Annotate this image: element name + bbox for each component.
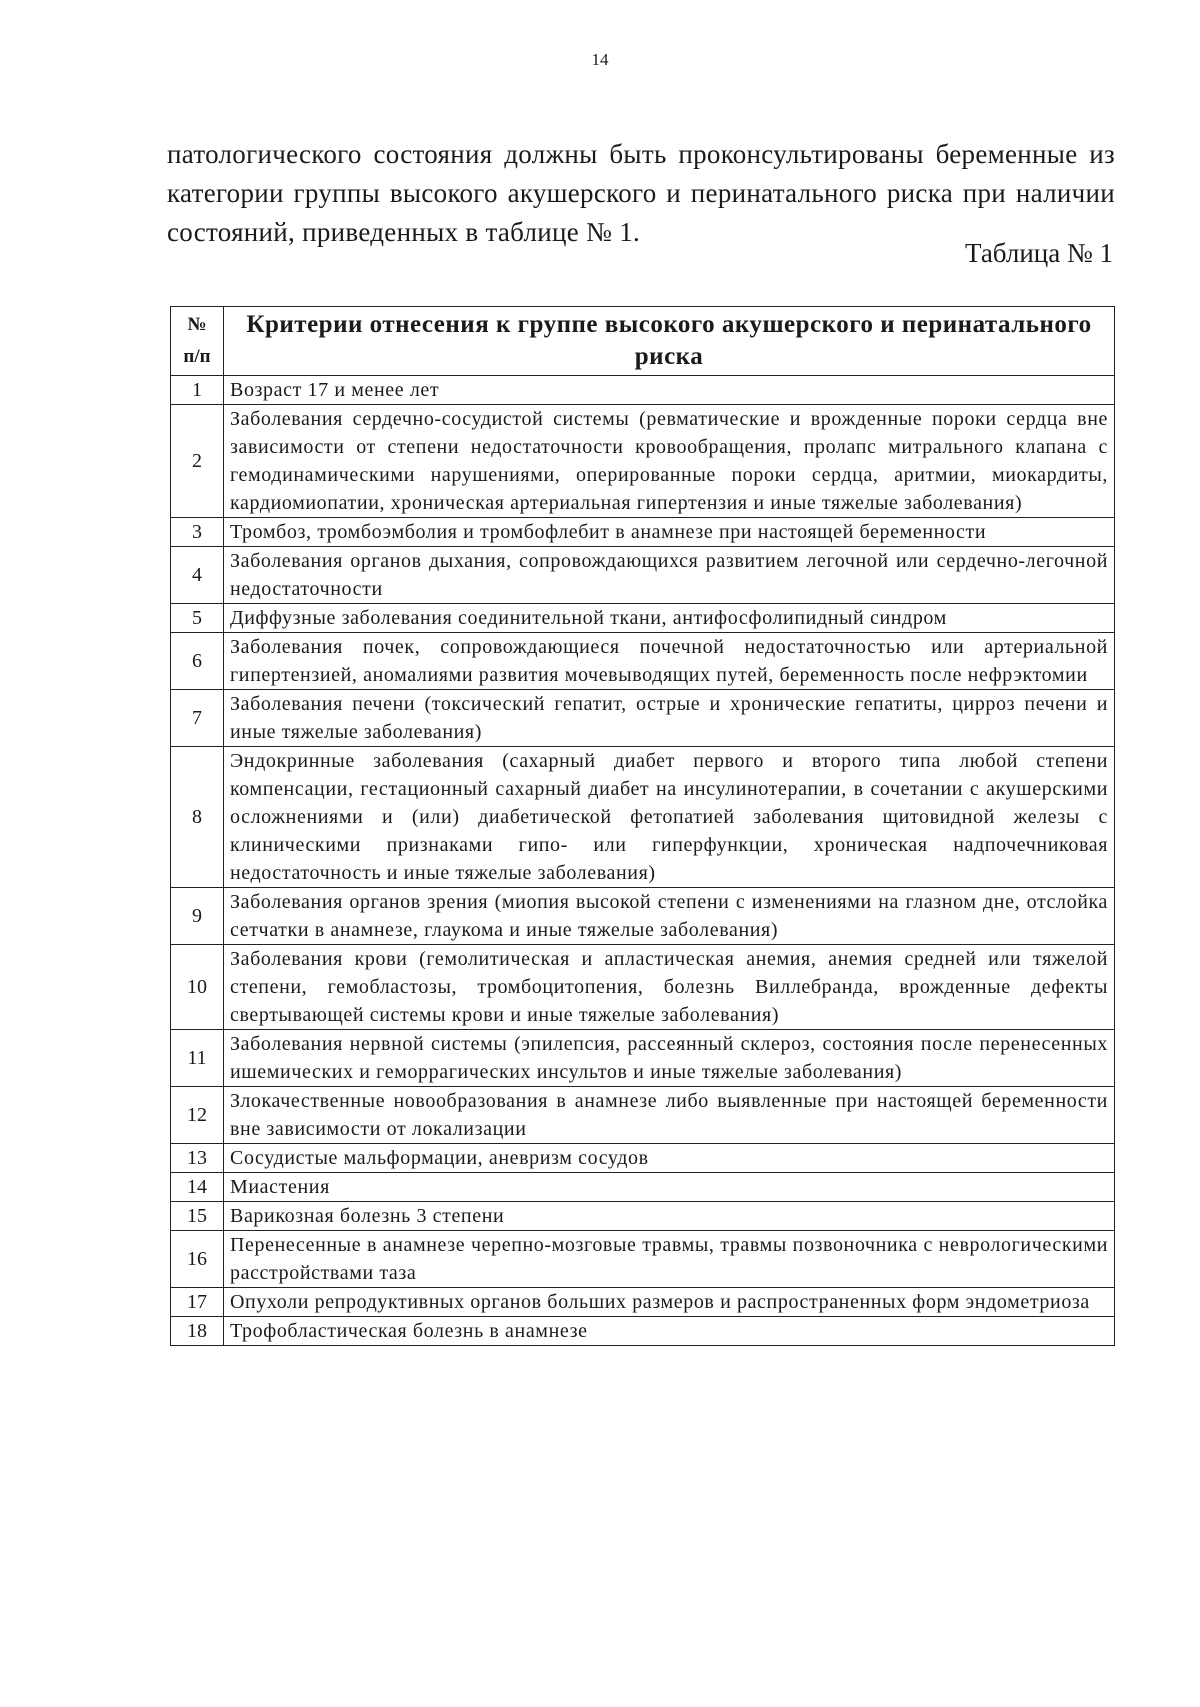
row-criterion: Заболевания органов зрения (миопия высокой степени с изменениями на глазном дне, отслойка сетчатки в анамнезе, глаукома и иные тяжелые заболевания)	[224, 888, 1115, 945]
row-number: 3	[171, 518, 224, 547]
row-number: 16	[171, 1231, 224, 1288]
row-number: 2	[171, 405, 224, 518]
table-header-row	[171, 307, 1115, 376]
row-number: 13	[171, 1144, 224, 1173]
header-number: № п/п	[171, 307, 224, 376]
row-criterion: Диффузные заболевания соединительной ткани, антифосфолипидный синдром	[224, 604, 1115, 633]
row-criterion: Заболевания печени (токсический гепатит, острые и хронические гепатиты, цирроз печени и иные тяжелые заболевания)	[224, 690, 1115, 747]
row-number: 10	[171, 945, 224, 1030]
table-caption: Таблица № 1	[965, 238, 1113, 268]
row-criterion: Опухоли репродуктивных органов больших размеров и распространенных форм эндометриоза	[224, 1288, 1115, 1317]
row-criterion: Тромбоз, тромбоэмболия и тромбофлебит в анамнезе при настоящей беременности	[224, 518, 1115, 547]
risk-criteria-table	[170, 306, 1115, 1346]
row-criterion: Эндокринные заболевания (сахарный диабет первого и второго типа любой степени компенсации, гестационный сахарный диабет на инсулинотерапии, в сочетании с акушерскими осложнениями и (или) диабетической фетопатией заболевания щитовидной железы с клиническими признаками гипо- или гиперфункции, хроническая надпочечниковая недостаточность и иные тяжелые заболевания)	[224, 747, 1115, 888]
table-row	[171, 633, 1115, 690]
row-criterion: Заболевания сердечно-сосудистой системы (ревматические и врожденные пороки сердца вне зависимости от степени недостаточности кровообращения, пролапс митрального клапана с гемодинамическими нарушениями, оперированные пороки сердца, аритмии, миокардиты, кардиомиопатии, хроническая артериальная гипертензия и иные тяжелые заболевания)	[224, 405, 1115, 518]
table-row	[171, 945, 1115, 1030]
table-row	[171, 405, 1115, 518]
row-criterion: Варикозная болезнь 3 степени	[224, 1202, 1115, 1231]
row-criterion: Заболевания нервной системы (эпилепсия, рассеянный склероз, состояния после перенесенных ишемических и геморрагических инсультов и иные тяжелые заболевания)	[224, 1030, 1115, 1087]
table-row	[171, 690, 1115, 747]
intro-paragraph: патологического состояния должны быть проконсультированы беременные из категории группы высокого акушерского и перинатального риска при наличии состояний, приведенных в таблице № 1.	[167, 139, 1115, 247]
page-number: 14	[591, 50, 609, 69]
table-row	[171, 1173, 1115, 1202]
row-number: 5	[171, 604, 224, 633]
row-number: 18	[171, 1317, 224, 1346]
row-criterion: Возраст 17 и менее лет	[224, 376, 1115, 405]
row-criterion: Перенесенные в анамнезе черепно-мозговые травмы, травмы позвоночника с неврологическими расстройствами таза	[224, 1231, 1115, 1288]
row-number: 1	[171, 376, 224, 405]
row-criterion: Злокачественные новообразования в анамнезе либо выявленные при настоящей беременности вне зависимости от локализации	[224, 1087, 1115, 1144]
row-number: 8	[171, 747, 224, 888]
table-row	[171, 376, 1115, 405]
table-row	[171, 1030, 1115, 1087]
row-number: 15	[171, 1202, 224, 1231]
table-row	[171, 747, 1115, 888]
row-number: 14	[171, 1173, 224, 1202]
table-row	[171, 1202, 1115, 1231]
row-criterion: Сосудистые мальформации, аневризм сосудов	[224, 1144, 1115, 1173]
row-number: 6	[171, 633, 224, 690]
row-criterion: Заболевания крови (гемолитическая и апластическая анемия, анемия средней или тяжелой степени, гемобластозы, тромбоцитопения, болезнь Виллебранда, врожденные дефекты свертывающей системы крови и иные тяжелые заболевания)	[224, 945, 1115, 1030]
table-row	[171, 1288, 1115, 1317]
row-criterion: Заболевания почек, сопровождающиеся почечной недостаточностью или артериальной гипертензией, аномалиями развития мочевыводящих путей, беременность после нефрэктомии	[224, 633, 1115, 690]
row-criterion: Трофобластическая болезнь в анамнезе	[224, 1317, 1115, 1346]
table-row	[171, 604, 1115, 633]
table-row	[171, 547, 1115, 604]
table-row	[171, 1231, 1115, 1288]
row-number: 9	[171, 888, 224, 945]
row-criterion: Миастения	[224, 1173, 1115, 1202]
table-row	[171, 888, 1115, 945]
row-number: 17	[171, 1288, 224, 1317]
table-row	[171, 518, 1115, 547]
row-criterion: Заболевания органов дыхания, сопровождающихся развитием легочной или сердечно-легочной недостаточности	[224, 547, 1115, 604]
header-criteria: Критерии отнесения к группе высокого акушерского и перинатального риска	[224, 307, 1115, 376]
table-row	[171, 1317, 1115, 1346]
row-number: 7	[171, 690, 224, 747]
table-row	[171, 1087, 1115, 1144]
row-number: 12	[171, 1087, 224, 1144]
table-row	[171, 1144, 1115, 1173]
row-number: 4	[171, 547, 224, 604]
row-number: 11	[171, 1030, 224, 1087]
